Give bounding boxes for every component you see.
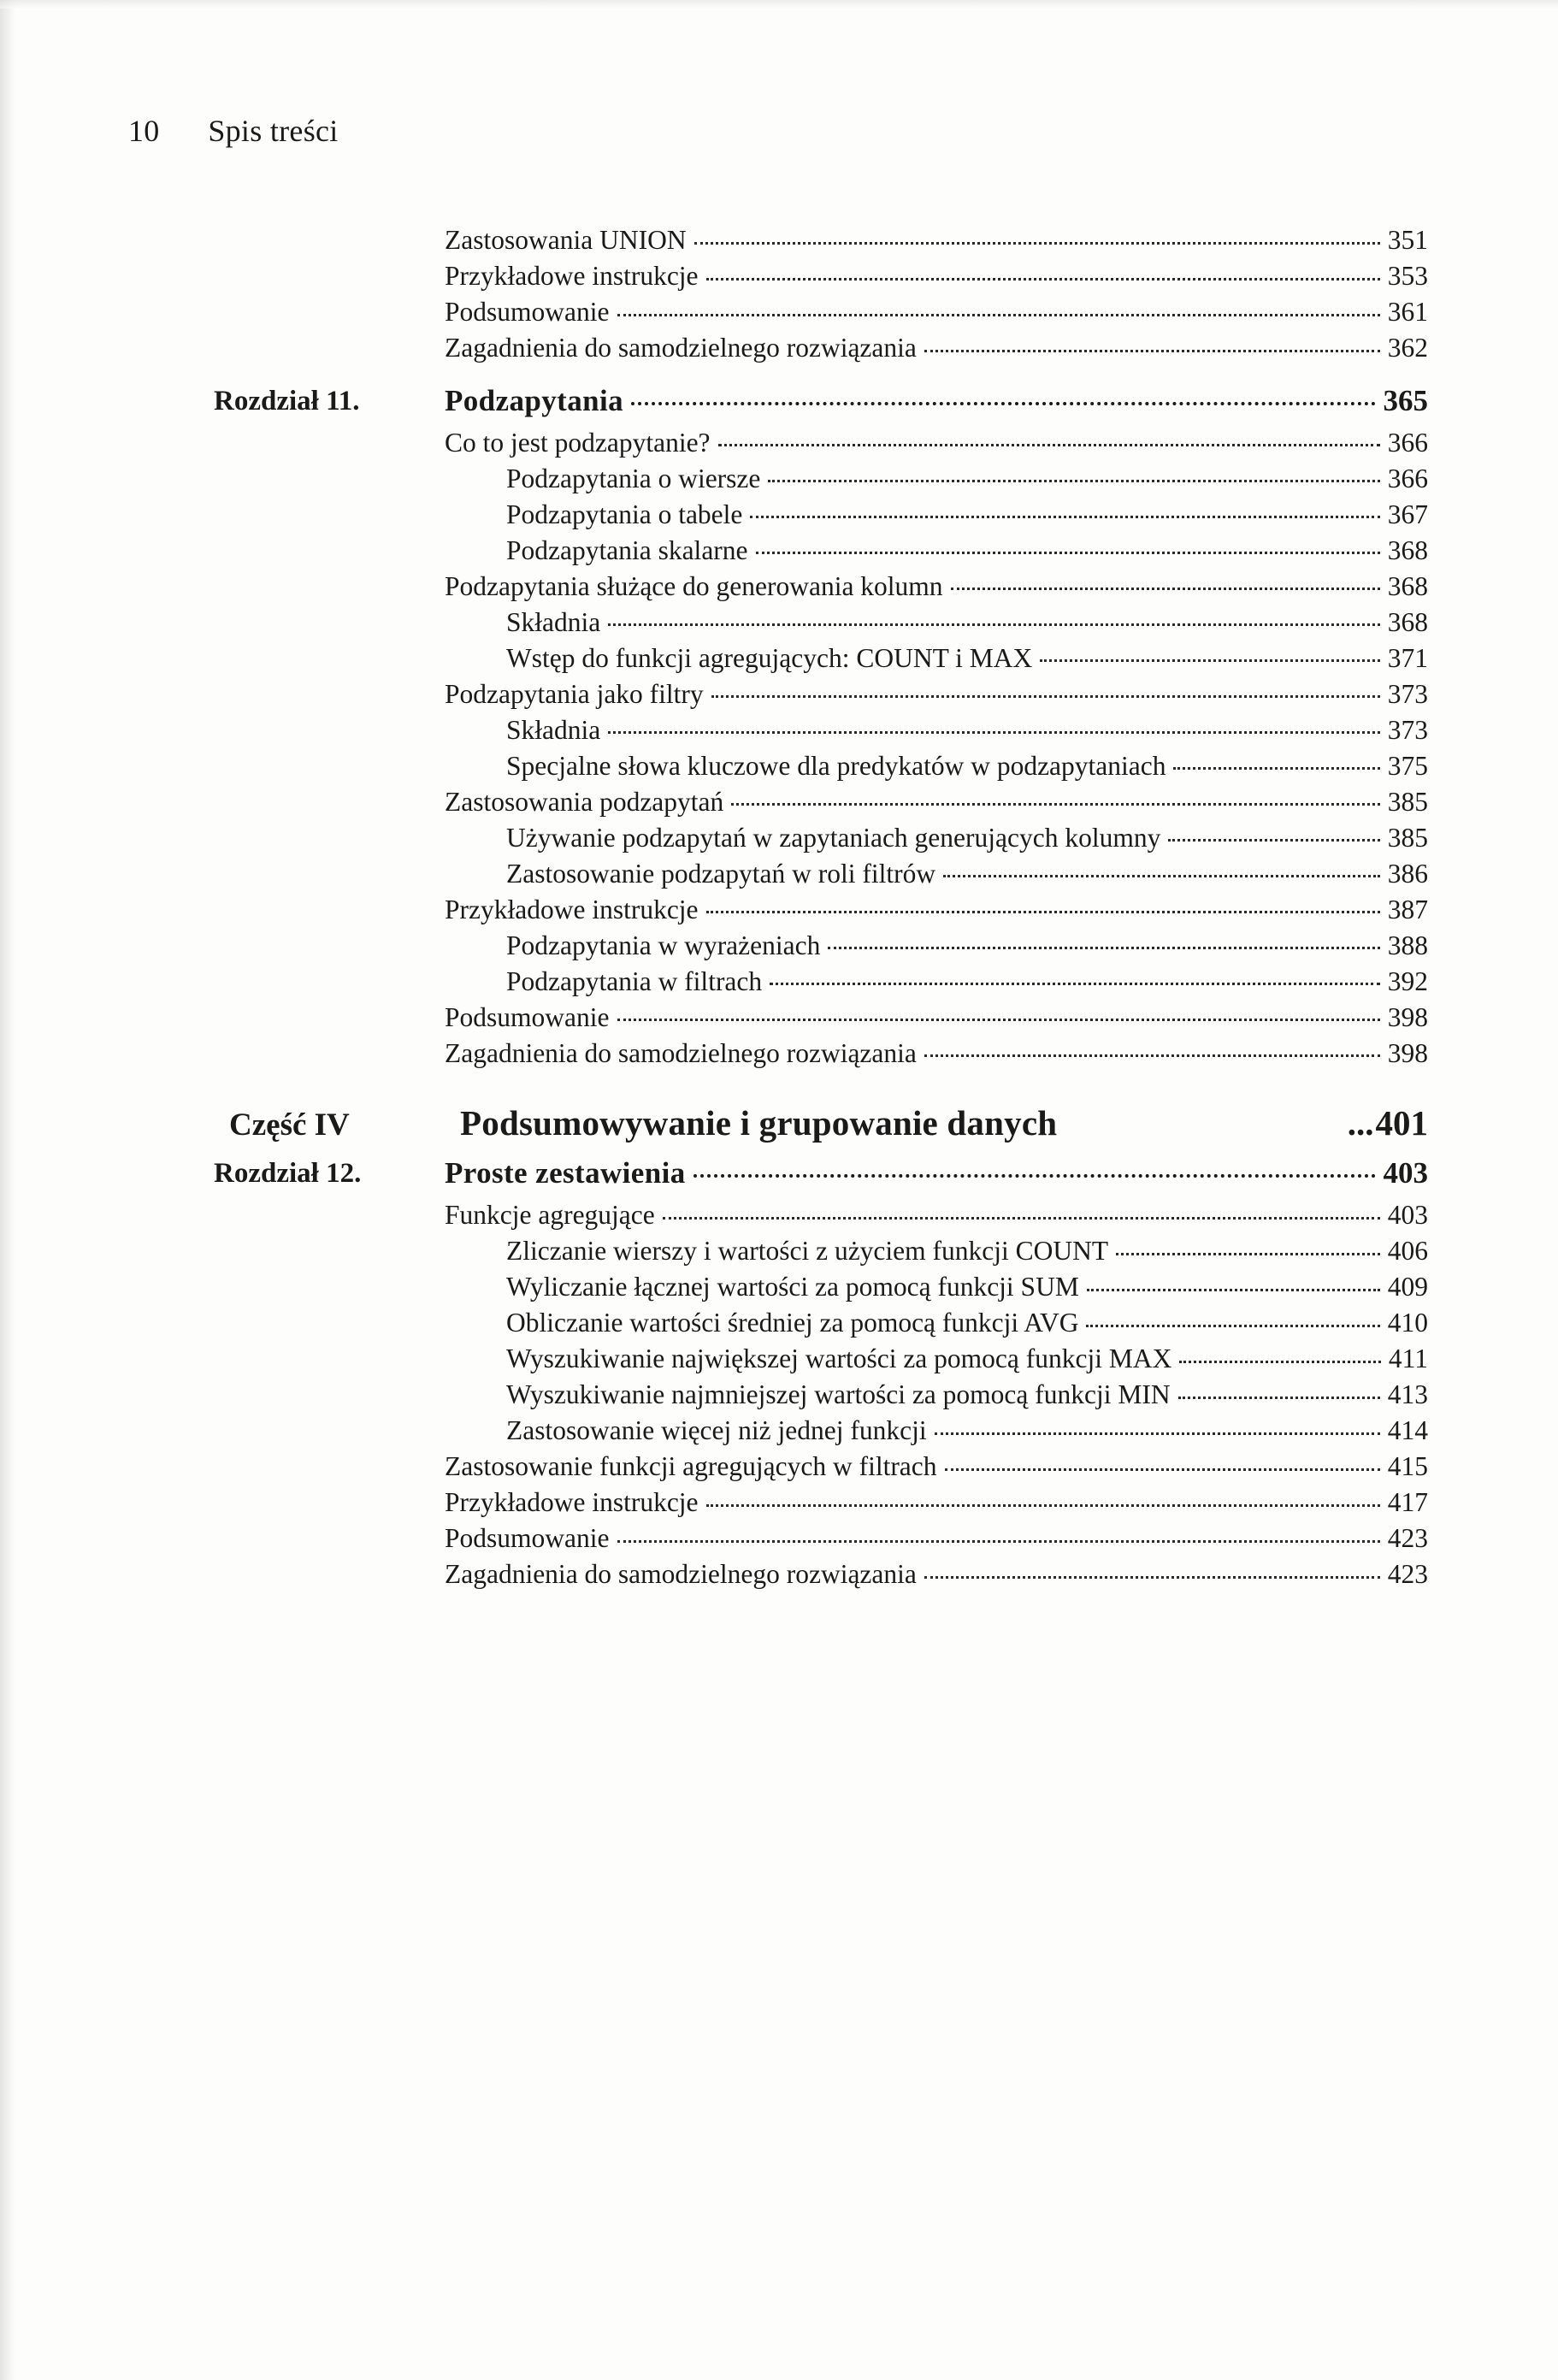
toc-entry-title: Podzapytania: [445, 383, 623, 417]
toc-page-number: 353: [1387, 261, 1428, 291]
toc-entry-title: Składnia: [506, 714, 601, 745]
toc-entry-title: Podsumowanie: [445, 1001, 610, 1032]
toc-entry-row: [214, 429, 1428, 457]
toc-entry-title: Zastosowanie podzapytań w roli filtrów: [506, 858, 936, 889]
toc-leader: [663, 1216, 1380, 1220]
toc-entry-row: [214, 1309, 1428, 1337]
toc-entry[interactable]: [506, 750, 1428, 781]
toc-entry[interactable]: [445, 1037, 1428, 1068]
toc-entry-row: [214, 1417, 1428, 1444]
toc-entry-row: [214, 570, 1428, 601]
toc-entry[interactable]: [445, 1489, 1428, 1516]
toc-leader: [1062, 1131, 1343, 1132]
table-of-contents: [214, 227, 1428, 1597]
scan-edge-left: [0, 0, 15, 2380]
toc-entry-row: [214, 1453, 1428, 1480]
toc-leader: [617, 1539, 1380, 1543]
toc-entry-row: [214, 263, 1428, 290]
toc-leader: [1178, 1396, 1380, 1399]
toc-page-number: 411: [1388, 1344, 1428, 1373]
toc-entry-row: [214, 642, 1428, 673]
toc-part-row: [214, 1103, 1428, 1143]
toc-entry-row: [214, 1345, 1428, 1373]
toc-leader: [617, 1018, 1380, 1021]
toc-entry-title: Podsumowanie: [445, 1523, 610, 1553]
toc-leader: [706, 277, 1380, 281]
page-header: [128, 113, 339, 149]
toc-page-number: 367: [1387, 499, 1428, 529]
page-folio: 10: [128, 114, 160, 148]
toc-entry[interactable]: [506, 534, 1428, 565]
toc-entry-row: [214, 1381, 1428, 1409]
toc-entry-title: Zliczanie wierszy i wartości z użyciem funkcji COUNT: [506, 1236, 1109, 1266]
toc-entry-title: Przykładowe instrukcje: [445, 1487, 699, 1517]
toc-entry-row: [214, 896, 1428, 924]
toc-leader: [951, 587, 1380, 590]
toc-entry-row: [214, 1202, 1428, 1229]
toc-entry[interactable]: [445, 678, 1428, 709]
running-head: Spis treści: [208, 114, 339, 148]
toc-entry-title: Funkcje agregujące: [445, 1200, 655, 1230]
toc-leader: [1179, 1360, 1381, 1363]
toc-entry-title: Zagadnienia do samodzielnego rozwiązania: [445, 1037, 917, 1068]
toc-leader: [711, 694, 1380, 698]
toc-entry-row: [214, 1489, 1428, 1516]
scan-edge-top: [0, 0, 1558, 9]
toc-entry[interactable]: [445, 1525, 1428, 1552]
toc-chapter-row: [214, 383, 1428, 417]
toc-leader: [924, 349, 1380, 352]
toc-entry-row: [214, 788, 1428, 816]
toc-entry[interactable]: [506, 714, 1428, 745]
toc-entry-title: Wstęp do funkcji agregujących: COUNT i MAX: [506, 642, 1033, 673]
toc-entry[interactable]: [445, 263, 1428, 290]
toc-entry[interactable]: [506, 824, 1428, 852]
toc-leader: [1173, 766, 1379, 770]
toc-entry[interactable]: [445, 334, 1428, 362]
toc-page-number: 409: [1387, 1272, 1428, 1302]
toc-entry[interactable]: [445, 1158, 1428, 1188]
toc-entry[interactable]: [506, 932, 1428, 960]
toc-page-number: 385: [1387, 822, 1428, 853]
toc-entry-title: Podsumowanie: [445, 297, 610, 327]
toc-entry-title: Wyliczanie łącznej wartości za pomocą funkcji SUM: [506, 1272, 1079, 1302]
toc-entry-title: Przykładowe instrukcje: [445, 894, 699, 924]
toc-entry[interactable]: [506, 465, 1428, 493]
toc-page-number: 403: [1387, 1200, 1428, 1230]
toc-entry-row: [214, 534, 1428, 565]
toc-leader: [770, 982, 1380, 985]
toc-entry[interactable]: [506, 1309, 1428, 1337]
toc-leader: [1086, 1324, 1379, 1327]
toc-entry-row: [214, 860, 1428, 888]
toc-page-number: 351: [1387, 225, 1428, 255]
toc-page-number: 386: [1387, 858, 1428, 889]
toc-chapter-row: [214, 1158, 1428, 1188]
toc-page-number: 365: [1383, 383, 1428, 417]
toc-entry-row: [214, 932, 1428, 960]
toc-page-number: 362: [1387, 333, 1428, 363]
toc-entry[interactable]: [445, 788, 1428, 816]
toc-leader: [768, 479, 1379, 482]
toc-page-number: 401: [1375, 1103, 1428, 1143]
toc-entry-row: [214, 1273, 1428, 1301]
toc-page-number: 388: [1387, 930, 1428, 960]
toc-leader: [945, 1468, 1380, 1471]
toc-page-number: 368: [1387, 606, 1428, 637]
toc-entry-title: Podzapytania w wyrażeniach: [506, 930, 821, 960]
toc-page-number: 406: [1387, 1236, 1428, 1266]
toc-page-number: 387: [1387, 894, 1428, 924]
toc-label: Część IV: [229, 1107, 350, 1143]
toc-entry-row: [214, 1561, 1428, 1588]
toc-entry-title: Przykładowe instrukcje: [445, 261, 699, 291]
toc-entry-row: [214, 227, 1428, 254]
toc-page-number: 423: [1387, 1523, 1428, 1553]
toc-entry-title: Zagadnienia do samodzielnego rozwiązania: [445, 333, 917, 363]
toc-leader: [924, 1575, 1380, 1579]
toc-entry[interactable]: [506, 1273, 1428, 1301]
toc-entry[interactable]: [445, 1001, 1428, 1032]
toc-entry-row: [214, 298, 1428, 326]
toc-entry[interactable]: [445, 1561, 1428, 1588]
toc-entry-title: Co to jest podzapytanie?: [445, 427, 711, 458]
toc-entry-row: [214, 714, 1428, 745]
toc-entry-title: Zastosowanie funkcji agregujących w filtrach: [445, 1451, 937, 1481]
toc-page-number: 368: [1387, 534, 1428, 565]
toc-page-number: 414: [1387, 1415, 1428, 1445]
toc-leader: [617, 313, 1380, 316]
toc-entry-row: [214, 501, 1428, 529]
toc-entry-row: [214, 750, 1428, 781]
toc-page-number: 410: [1387, 1308, 1428, 1338]
toc-page-number: 423: [1387, 1559, 1428, 1589]
toc-leader: [731, 802, 1379, 806]
toc-entry-row: [214, 465, 1428, 493]
toc-entry[interactable]: [445, 1453, 1428, 1480]
toc-entry[interactable]: [445, 1202, 1428, 1229]
toc-entry-row: [214, 1237, 1428, 1265]
toc-page-number: 368: [1387, 570, 1428, 601]
toc-entry[interactable]: [506, 606, 1428, 637]
toc-entry[interactable]: [506, 1345, 1428, 1373]
toc-leader: [694, 241, 1380, 245]
toc-entry-title: Specjalne słowa kluczowe dla predykatów w podzapytaniach: [506, 750, 1166, 781]
toc-leader: [924, 1054, 1380, 1057]
toc-entry-title: Obliczanie wartości średniej za pomocą funkcji AVG: [506, 1308, 1079, 1338]
toc-entry-row: [214, 334, 1428, 362]
toc-page-number: 371: [1387, 642, 1428, 673]
toc-page-number: 366: [1387, 427, 1428, 458]
toc-entry-row: [214, 968, 1428, 995]
toc-entry[interactable]: [445, 227, 1428, 254]
toc-page-number: 361: [1387, 297, 1428, 327]
toc-leader: [608, 623, 1380, 626]
toc-leader: [1116, 1252, 1380, 1255]
toc-entry-title: Składnia: [506, 606, 601, 637]
toc-entry[interactable]: [445, 896, 1428, 924]
toc-entry[interactable]: [506, 860, 1428, 888]
toc-leader: [750, 515, 1379, 518]
toc-page-number: 385: [1387, 786, 1428, 817]
toc-entry[interactable]: [506, 501, 1428, 529]
toc-entry-title: Podzapytania w filtrach: [506, 966, 763, 996]
toc-label: Rozdział 12.: [214, 1158, 362, 1189]
toc-entry-row: [214, 1525, 1428, 1552]
toc-entry[interactable]: [445, 298, 1428, 326]
toc-page-number: 392: [1387, 966, 1428, 996]
toc-entry-title: Podzapytania o tabele: [506, 499, 743, 529]
toc-entry-title: Używanie podzapytań w zapytaniach generujących kolumny: [506, 822, 1161, 853]
toc-entry-title: Zastosowanie więcej niż jednej funkcji: [506, 1415, 927, 1445]
toc-label: Rozdział 11.: [214, 385, 360, 416]
toc-entry-title: Podzapytania służące do generowania kolumn: [445, 570, 943, 601]
toc-entry[interactable]: [460, 1103, 1428, 1143]
toc-entry-title: Podzapytania skalarne: [506, 534, 748, 565]
toc-entry[interactable]: [445, 570, 1428, 601]
toc-entry-row: [214, 824, 1428, 852]
toc-entry-row: [214, 678, 1428, 709]
toc-entry[interactable]: [506, 1381, 1428, 1409]
toc-entry[interactable]: [445, 383, 1428, 417]
toc-entry[interactable]: [445, 429, 1428, 457]
toc-leader: [756, 551, 1380, 554]
toc-entry-title: Podzapytania o wiersze: [506, 463, 761, 493]
toc-entry-title: Wyszukiwanie najmniejszej wartości za pomocą funkcji MIN: [506, 1379, 1171, 1409]
toc-entry[interactable]: [506, 1237, 1428, 1265]
toc-page-number: 373: [1387, 678, 1428, 709]
toc-page-number: 375: [1387, 750, 1428, 781]
toc-leader: [935, 1432, 1380, 1435]
toc-leader: [693, 1173, 1376, 1178]
toc-leader: [828, 946, 1379, 949]
toc-entry-row: [214, 1037, 1428, 1068]
toc-entry-title: Zastosowania podzapytań: [445, 786, 724, 817]
toc-page-number: 415: [1387, 1451, 1428, 1481]
toc-page-number: 413: [1387, 1379, 1428, 1409]
toc-leader: [706, 1503, 1380, 1507]
toc-entry-title: Zastosowania UNION: [445, 225, 687, 255]
toc-entry[interactable]: [506, 968, 1428, 995]
toc-entry[interactable]: [506, 642, 1428, 673]
toc-entry-title: Podzapytania jako filtry: [445, 678, 704, 709]
toc-leader: [608, 730, 1380, 734]
toc-entry-title: Zagadnienia do samodzielnego rozwiązania: [445, 1559, 917, 1589]
toc-leader: [718, 443, 1380, 446]
toc-leader: [1040, 658, 1379, 662]
toc-page-number: 398: [1387, 1001, 1428, 1032]
toc-entry[interactable]: [506, 1417, 1428, 1444]
toc-entry-title: Wyszukiwanie największej wartości za pomocą funkcji MAX: [506, 1344, 1172, 1373]
toc-leader: [706, 910, 1380, 913]
toc-leader: [943, 874, 1380, 877]
toc-page-number: 366: [1387, 463, 1428, 493]
toc-page-number: 373: [1387, 714, 1428, 745]
toc-entry-title: Proste zestawienia: [445, 1156, 686, 1190]
toc-page-number: 398: [1387, 1037, 1428, 1068]
toc-entry-row: [214, 1001, 1428, 1032]
toc-page-number: 417: [1387, 1487, 1428, 1517]
toc-leader: [1168, 838, 1379, 842]
toc-leader-dots: ...: [1347, 1103, 1374, 1143]
toc-leader: [1087, 1288, 1380, 1291]
toc-page-number: 403: [1383, 1156, 1428, 1190]
toc-entry-row: [214, 606, 1428, 637]
toc-leader: [631, 401, 1376, 405]
toc-entry-title: Podsumowywanie i grupowanie danych: [460, 1103, 1058, 1143]
